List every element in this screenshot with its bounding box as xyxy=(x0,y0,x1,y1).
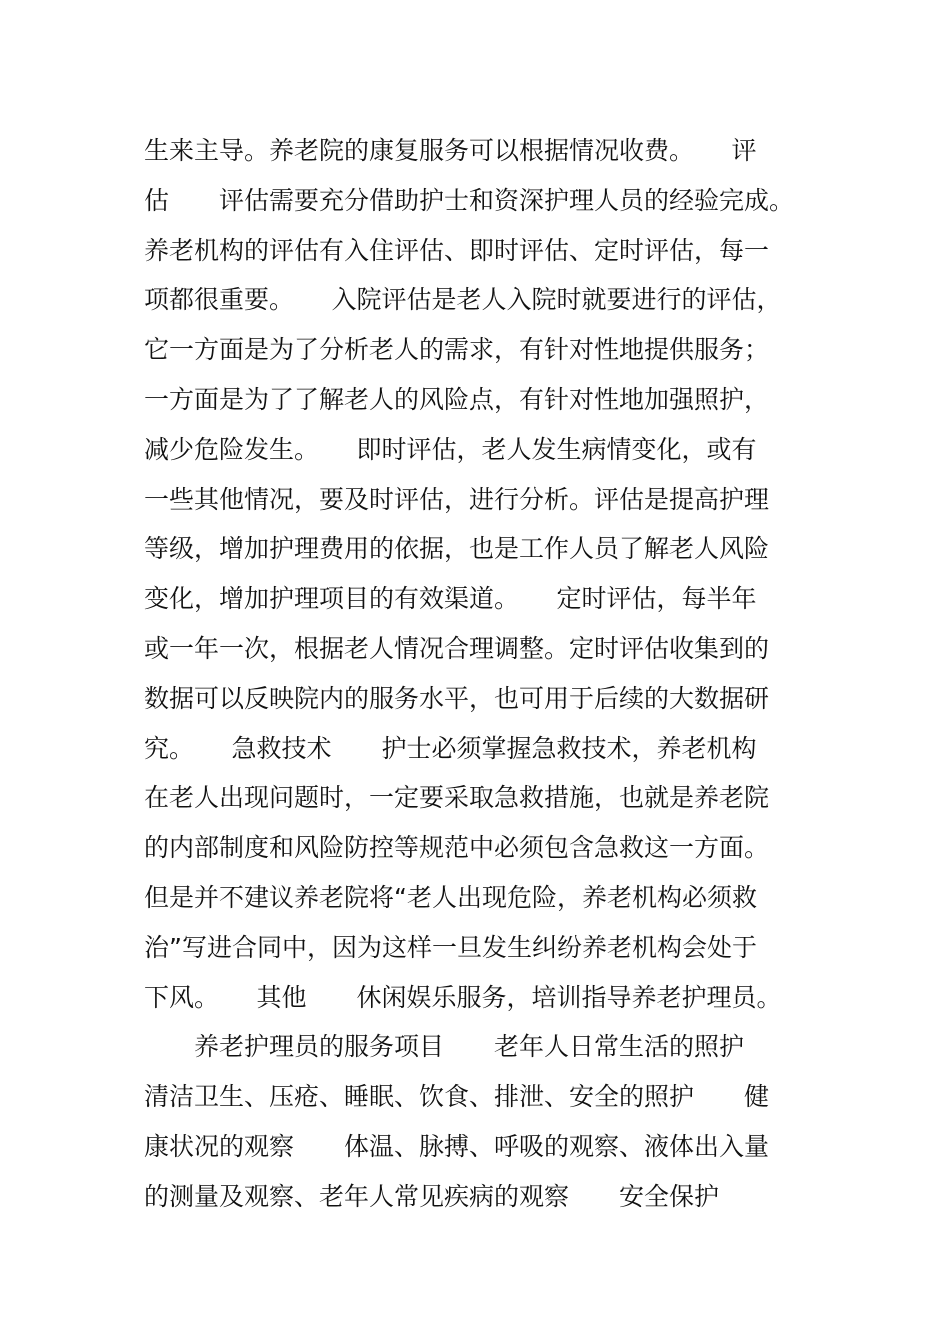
text-line: 康状况的观察 体温、脉搏、呼吸的观察、液体出入量 xyxy=(144,1131,770,1161)
text-line: 的内部制度和风险防控等规范中必须包含急救这一方面。 xyxy=(144,833,770,863)
text-line: 究。 急救技术 护士必须掌握急救技术，养老机构 xyxy=(144,733,757,763)
text-line: 数据可以反映院内的服务水平，也可用于后续的大数据研 xyxy=(144,683,770,713)
text-line: 等级，增加护理费用的依据，也是工作人员了解老人风险 xyxy=(144,534,770,564)
text-line: 变化，增加护理项目的有效渠道。 定时评估，每半年 xyxy=(144,584,757,614)
text-line: 项都很重要。 入院评估是老人入院时就要进行的评估， xyxy=(144,285,782,315)
body-text xyxy=(144,126,824,1222)
text-line: 减少危险发生。 即时评估，老人发生病情变化，或有 xyxy=(144,434,757,464)
text-line: 下风。 其他 休闲娱乐服务，培训指导养老护理员。 xyxy=(144,982,782,1012)
text-line: 估 评估需要充分借助护士和资深护理人员的经验完成。 xyxy=(144,185,795,215)
text-line: 它一方面是为了分析老人的需求，有针对性地提供服务； xyxy=(144,335,770,365)
text-line: 一方面是为了了解老人的风险点，有针对性地加强照护， xyxy=(144,384,770,414)
text-line: 生来主导。养老院的康复服务可以根据情况收费。 评 xyxy=(144,136,757,165)
text-line: 在老人出现问题时，一定要采取急救措施，也就是养老院 xyxy=(144,783,770,813)
text-line: 的测量及观察、老年人常见疾病的观察 安全保护 xyxy=(144,1181,720,1211)
text-line: 清洁卫生、压疮、睡眠、饮食、排泄、安全的照护 健 xyxy=(144,1082,770,1112)
text-line: 或一年一次，根据老人情况合理调整。定时评估收集到的 xyxy=(144,633,770,663)
text-line: 一些其他情况，要及时评估，进行分析。评估是提高护理 xyxy=(144,484,770,514)
text-line: 养老护理员的服务项目 老年人日常生活的照护 xyxy=(144,1032,745,1062)
text-line: 养老机构的评估有入住评估、即时评估、定时评估，每一 xyxy=(144,235,770,265)
text-line: 治”写进合同中，因为这样一旦发生纠纷养老机构会处于 xyxy=(144,932,757,962)
text-line: 但是并不建议养老院将“老人出现危险，养老机构必须救 xyxy=(144,882,757,912)
